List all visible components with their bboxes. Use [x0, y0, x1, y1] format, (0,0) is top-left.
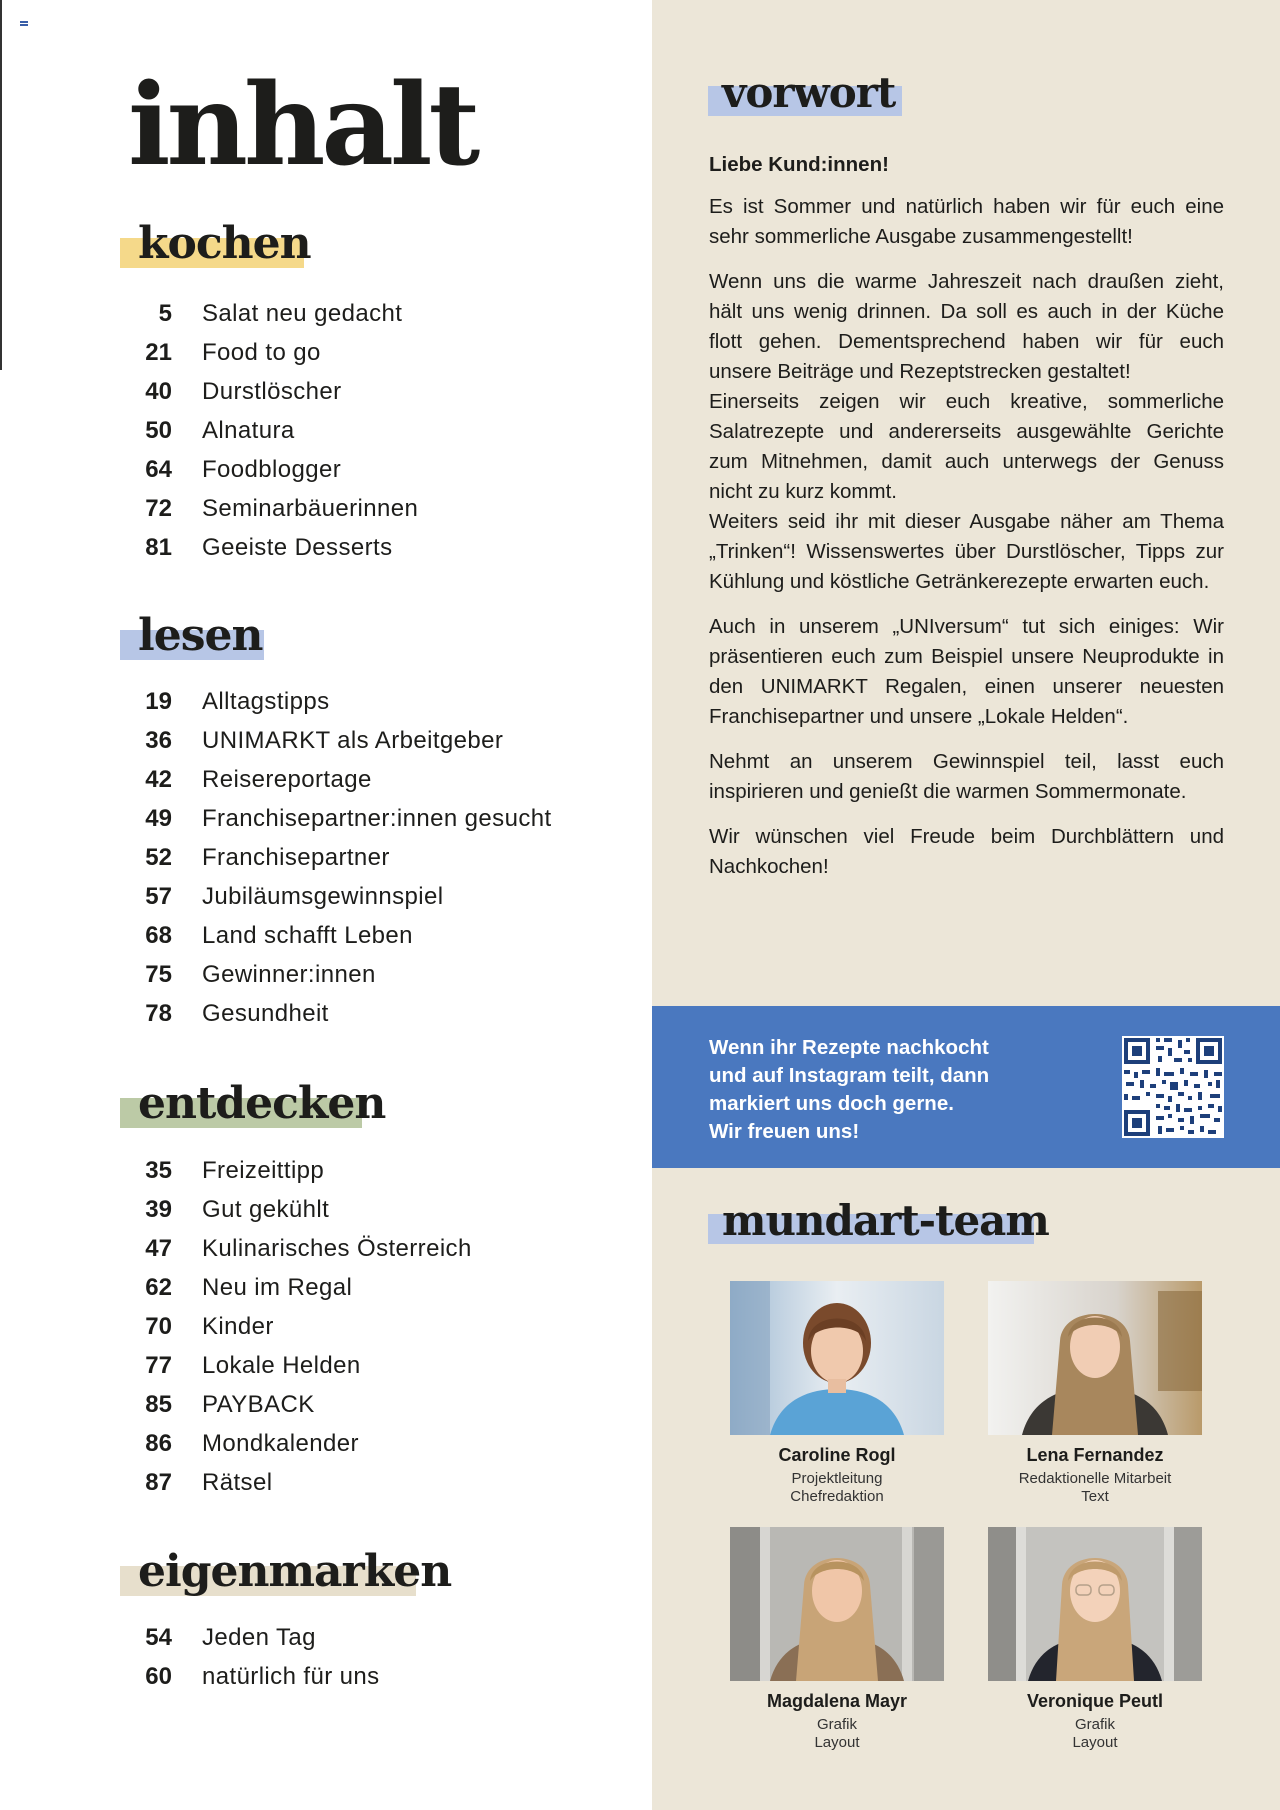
instagram-text: [709, 1034, 1049, 1146]
toc-title: Lokale Helden: [202, 1352, 361, 1379]
toc-list-kochen: [120, 294, 418, 567]
toc-item[interactable]: [120, 1463, 472, 1502]
toc-item[interactable]: [120, 1307, 472, 1346]
toc-item[interactable]: [120, 916, 552, 955]
toc-item[interactable]: [120, 877, 552, 916]
toc-page-number: 86: [145, 1430, 172, 1457]
toc-item[interactable]: [120, 1618, 380, 1657]
toc-item[interactable]: [120, 760, 552, 799]
toc-item[interactable]: [120, 333, 418, 372]
toc-title: Durstlöscher: [202, 378, 342, 405]
toc-page-number: 77: [145, 1352, 172, 1379]
corner-mark-icon: [20, 21, 28, 27]
team-member-role: Chefredaktion: [790, 1488, 884, 1505]
toc-page-number: 5: [158, 300, 172, 327]
toc-title: Gut gekühlt: [202, 1196, 330, 1223]
instagram-line: Wenn ihr Rezepte nachkocht: [709, 1036, 989, 1059]
foreword-paragraph: Weiters seid ihr mit dieser Ausgabe näher am Thema „Trinken“! Wissenswertes über Durstlöscher, Tipps zur Kühlung und köstliche Getränkerezepte erwarten euch.: [709, 510, 1224, 593]
toc-page-number: 39: [145, 1196, 172, 1223]
toc-item[interactable]: [120, 955, 552, 994]
toc-list-lesen: [120, 682, 552, 1033]
toc-title: Freizeittipp: [202, 1157, 325, 1184]
toc-page-number: 85: [145, 1391, 172, 1418]
team-member-name: Caroline Rogl: [778, 1445, 896, 1465]
toc-item[interactable]: [120, 1190, 472, 1229]
avatar: [988, 1527, 1202, 1681]
page-title: inhalt: [128, 60, 477, 191]
avatar: [730, 1527, 944, 1681]
toc-page-number: 72: [145, 495, 172, 522]
section-title: mundart-team: [722, 1196, 1049, 1245]
toc-title: Kulinarisches Österreich: [202, 1235, 472, 1262]
toc-page-number: 87: [145, 1469, 172, 1496]
toc-page-number: 50: [145, 417, 172, 444]
section-heading-kochen: [120, 218, 329, 269]
toc-title: UNIMARKT als Arbeitgeber: [202, 727, 504, 754]
section-title: eigenmarken: [138, 1546, 452, 1597]
foreword-paragraph: Auch in unserem „UNIversum“ tut sich einiges: Wir präsentieren euch zum Beispiel unsere Neuprodukte in den UNIMARKT Regalen, einen unserer neuesten Franchisepartner und unsere „Lokale Helden“.: [709, 615, 1224, 728]
qr-code-icon[interactable]: [1122, 1036, 1224, 1138]
team-member-role: Layout: [814, 1734, 860, 1751]
team-member-role: Grafik: [1074, 1716, 1115, 1733]
toc-item[interactable]: [120, 528, 418, 567]
toc-title: Neu im Regal: [202, 1274, 353, 1301]
toc-title: Seminarbäuerinnen: [202, 495, 419, 522]
instagram-line: Wir freuen uns!: [709, 1120, 860, 1143]
toc-page-number: 57: [145, 883, 172, 910]
toc-title: Jeden Tag: [202, 1624, 316, 1651]
team-member-role: Grafik: [816, 1716, 857, 1733]
toc-page-number: 60: [145, 1663, 172, 1690]
toc-list-eigenmarken: [120, 1618, 380, 1696]
section-title: vorwort: [722, 68, 896, 117]
toc-item[interactable]: [120, 1229, 472, 1268]
team-member-role: Projektleitung: [791, 1470, 883, 1487]
toc-title: Jubiläumsgewinnspiel: [202, 883, 444, 910]
toc-page-number: 36: [145, 727, 172, 754]
toc-title: Kinder: [202, 1313, 274, 1340]
toc-title: Food to go: [202, 339, 321, 366]
foreword-paragraph: Nehmt an unserem Gewinnspiel teil, lasst euch inspirieren und genießt die warmen Sommermonate.: [709, 750, 1224, 803]
section-title: kochen: [138, 218, 311, 269]
section-heading-lesen: [120, 610, 280, 661]
toc-item[interactable]: [120, 372, 418, 411]
team-member-card: [985, 1527, 1205, 1752]
team-member-name: Veronique Peutl: [1026, 1691, 1164, 1711]
toc-item[interactable]: [120, 682, 552, 721]
foreword-paragraph: Einerseits zeigen wir euch kreative, sommerliche Salatrezepte und andererseits ausgewählte Gerichte zum Mitnehmen, damit auch unterwegs der Genuss nicht zu kurz kommt.: [709, 390, 1224, 503]
team-member-name: Magdalena Mayr: [766, 1691, 908, 1711]
team-member-card: [985, 1281, 1205, 1506]
instagram-line: markiert uns doch gerne.: [709, 1092, 954, 1115]
toc-item[interactable]: [120, 489, 418, 528]
toc-page-number: 21: [145, 339, 172, 366]
toc-title: Reisereportage: [202, 766, 372, 793]
toc-title: Land schafft Leben: [202, 922, 413, 949]
avatar: [988, 1281, 1202, 1435]
toc-item[interactable]: [120, 1424, 472, 1463]
toc-title: Gewinner:innen: [202, 961, 376, 988]
instagram-banner: [652, 1006, 1280, 1168]
toc-page-number: 47: [145, 1235, 172, 1262]
team-member-name: Lena Fernandez: [1026, 1445, 1164, 1465]
toc-title: Salat neu gedacht: [202, 300, 403, 327]
toc-page-number: 78: [145, 1000, 172, 1027]
section-title: entdecken: [138, 1078, 386, 1129]
toc-item[interactable]: [120, 838, 552, 877]
toc-title: Mondkalender: [202, 1430, 359, 1457]
toc-title: PAYBACK: [202, 1391, 315, 1418]
toc-title: Franchisepartner:innen gesucht: [202, 805, 552, 832]
team-member-role: Redaktionelle Mitarbeit: [1018, 1470, 1172, 1487]
foreword-text: [709, 150, 1224, 897]
toc-list-entdecken: [120, 1151, 472, 1502]
toc-page-number: 81: [145, 534, 172, 561]
team-member-card: [727, 1527, 947, 1752]
toc-title: Franchisepartner: [202, 844, 390, 871]
toc-page-number: 68: [145, 922, 172, 949]
section-heading-team: [708, 1196, 1063, 1245]
toc-page-number: 35: [145, 1157, 172, 1184]
toc-page-number: 62: [145, 1274, 172, 1301]
toc-item[interactable]: [120, 450, 418, 489]
toc-title: Gesundheit: [202, 1000, 329, 1027]
toc-page-number: 40: [145, 378, 172, 405]
team-member-role: Text: [1081, 1488, 1109, 1505]
toc-page-number: 49: [145, 805, 172, 832]
toc-page-number: 64: [145, 456, 172, 483]
instagram-line: und auf Instagram teilt, dann: [709, 1064, 990, 1087]
toc-item[interactable]: [120, 721, 552, 760]
section-title: lesen: [138, 610, 263, 661]
toc-title: natürlich für uns: [202, 1663, 380, 1690]
toc-item[interactable]: [120, 294, 418, 333]
team-member-card: [727, 1281, 947, 1506]
section-heading-eigenmarken: [120, 1546, 469, 1597]
toc-item[interactable]: [120, 1268, 472, 1307]
foreword-paragraph: Wenn uns die warme Jahreszeit nach draußen zieht, hält uns wenig drinnen. Da soll es auch in der Küche flott gehen. Dementsprechend haben wir für euch unsere Beiträge und Rezeptstrecken gestaltet!: [709, 270, 1224, 383]
toc-item[interactable]: [120, 1151, 472, 1190]
section-heading-entdecken: [120, 1078, 403, 1129]
foreword-paragraph: Wir wünschen viel Freude beim Durchblättern und Nachkochen!: [709, 825, 1224, 878]
page-edge-line: [0, 0, 2, 370]
toc-item[interactable]: [120, 1346, 472, 1385]
toc-title: Rätsel: [202, 1469, 273, 1496]
avatar: [730, 1281, 944, 1435]
foreword-paragraph: Es ist Sommer und natürlich haben wir für euch eine sehr sommerliche Ausgabe zusammengestellt!: [709, 195, 1224, 248]
toc-item[interactable]: [120, 799, 552, 838]
team-member-role: Layout: [1072, 1734, 1118, 1751]
toc-page-number: 70: [145, 1313, 172, 1340]
section-heading-vorwort: [708, 68, 909, 117]
toc-item[interactable]: [120, 1657, 380, 1696]
toc-title: Alnatura: [202, 417, 295, 444]
toc-title: Geeiste Desserts: [202, 534, 393, 561]
toc-page-number: 75: [145, 961, 172, 988]
foreword-greeting: Liebe Kund:innen!: [709, 153, 889, 176]
toc-item[interactable]: [120, 411, 418, 450]
toc-item[interactable]: [120, 994, 552, 1033]
toc-page-number: 42: [145, 766, 172, 793]
toc-page-number: 54: [145, 1624, 172, 1651]
toc-title: Alltagstipps: [202, 688, 330, 715]
toc-item[interactable]: [120, 1385, 472, 1424]
toc-page-number: 52: [145, 844, 172, 871]
toc-page-number: 19: [145, 688, 172, 715]
toc-title: Foodblogger: [202, 456, 342, 483]
